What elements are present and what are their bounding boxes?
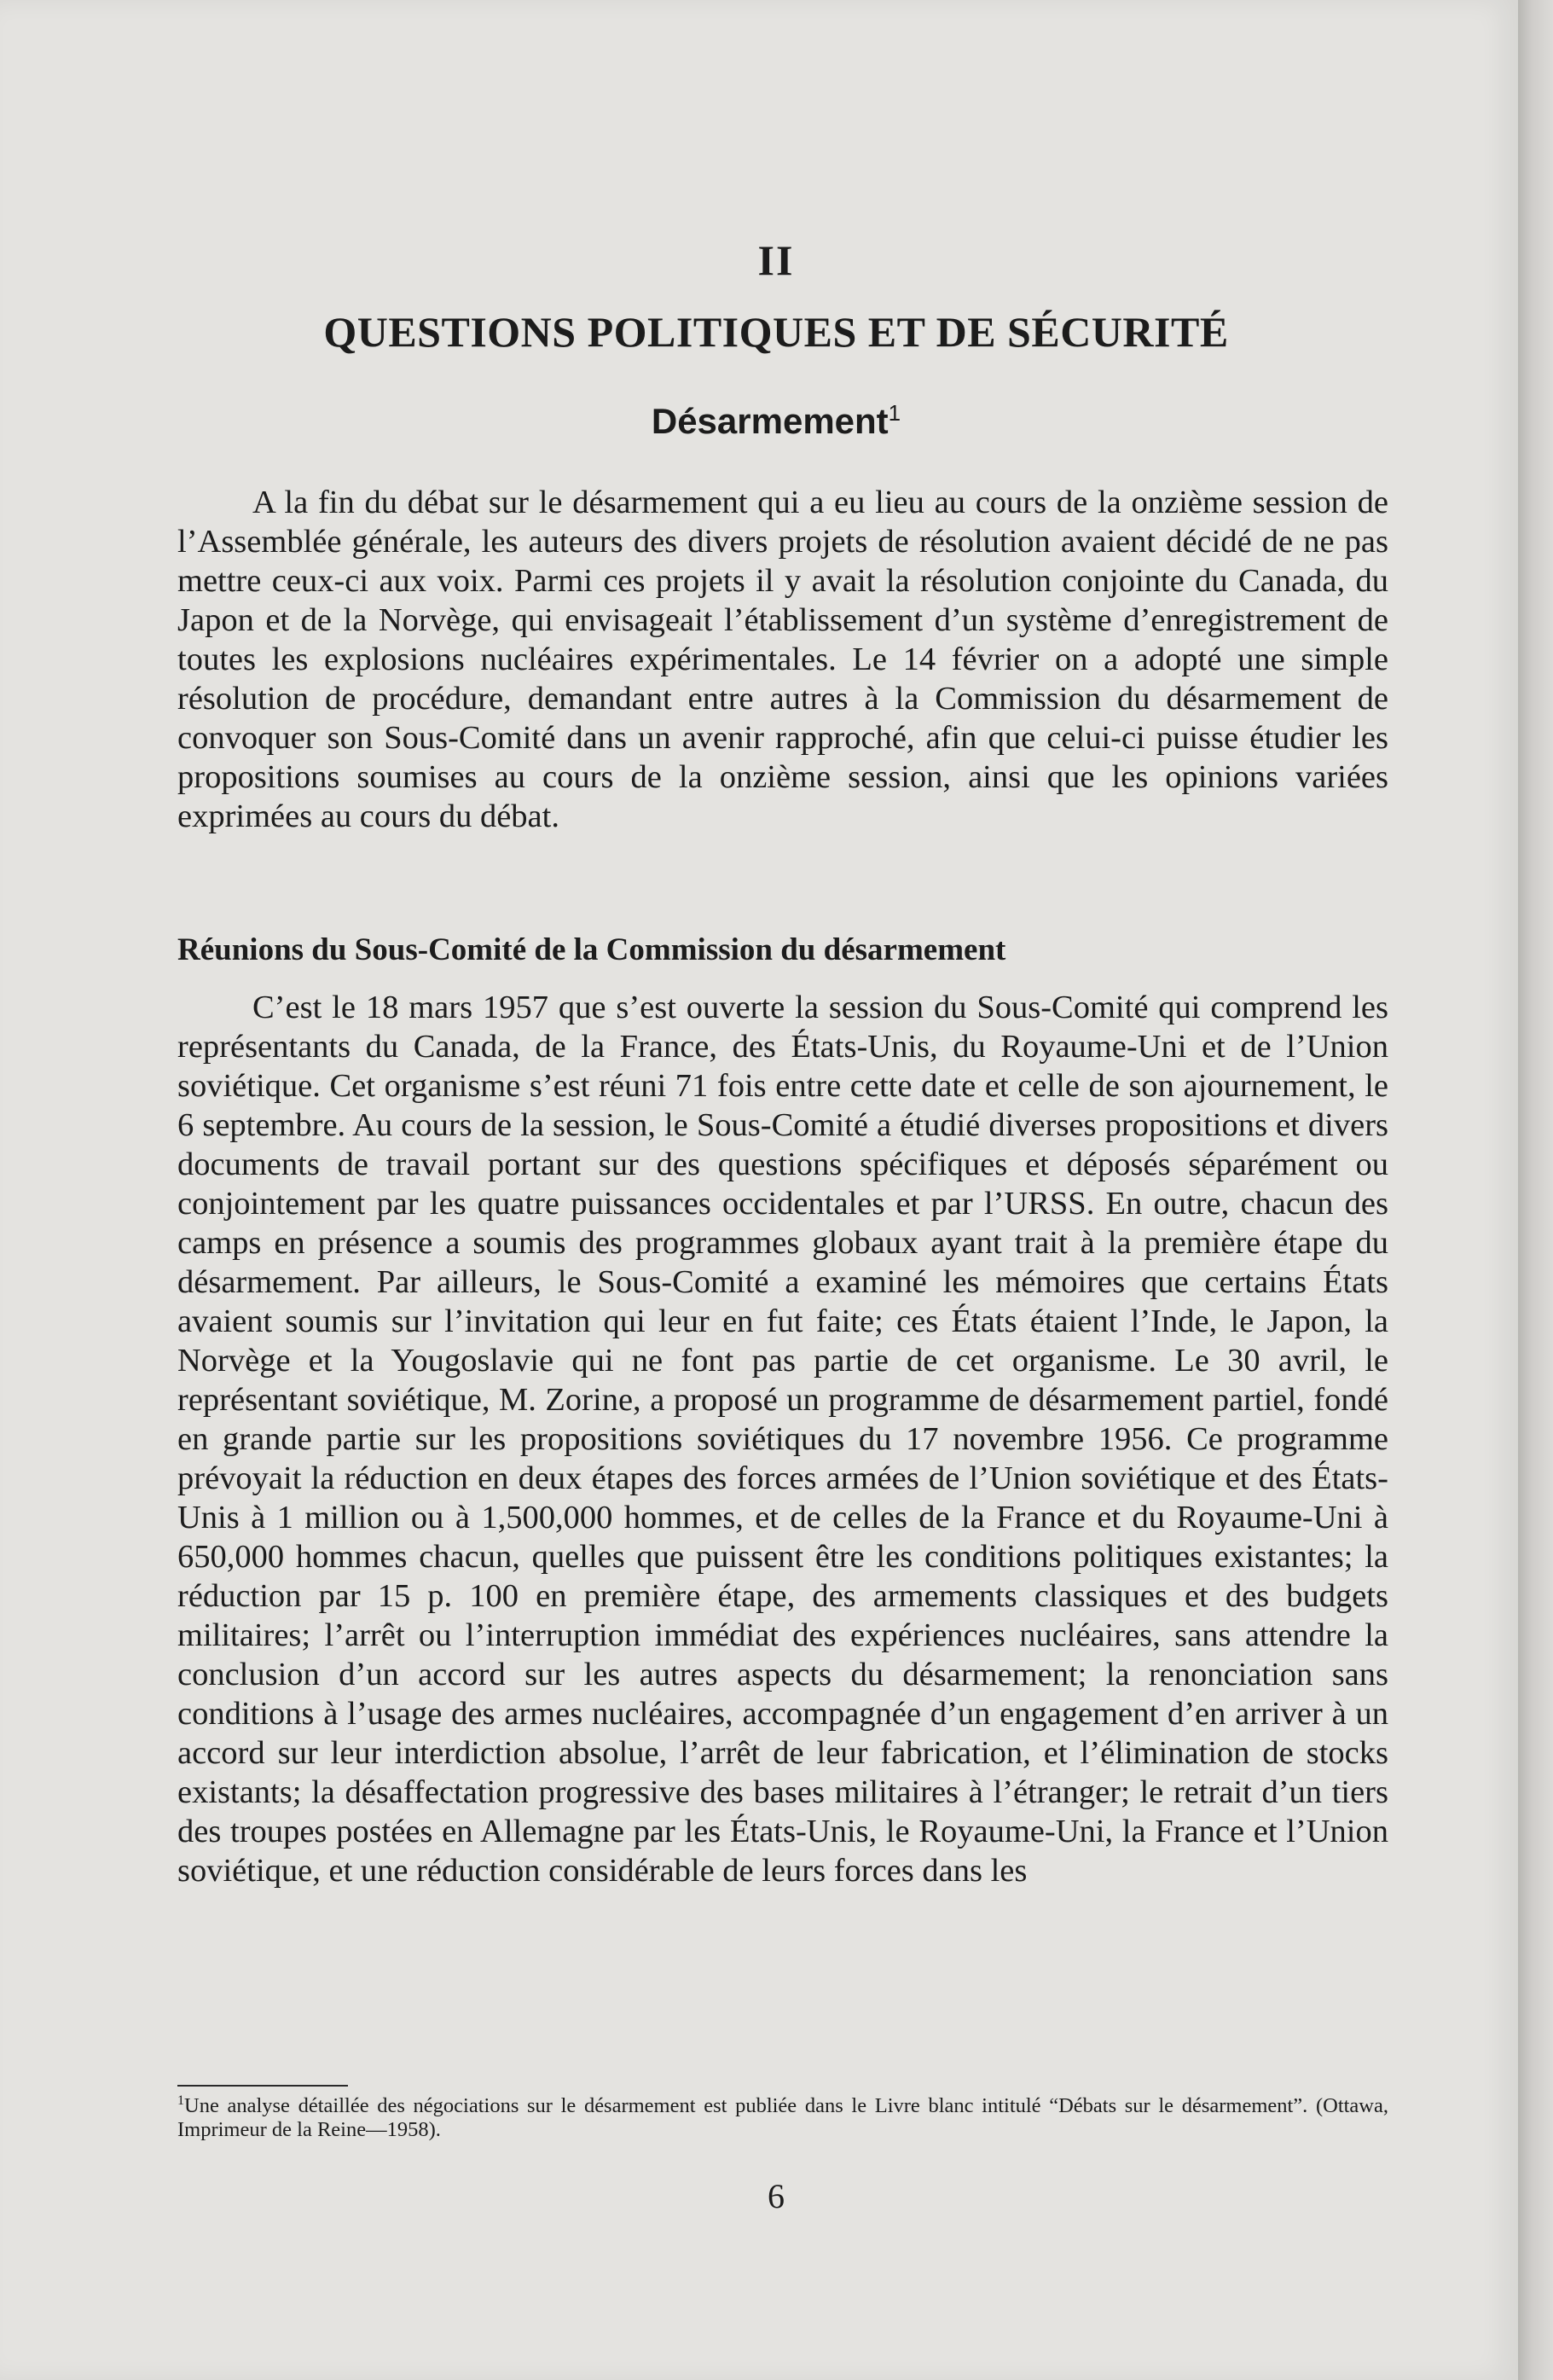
footnote-marker: 1	[177, 2093, 184, 2108]
footnote-divider	[177, 2085, 348, 2087]
section-title: QUESTIONS POLITIQUES ET DE SÉCURITÉ	[323, 308, 1229, 356]
paragraph-subcommittee: C’est le 18 mars 1957 que s’est ouverte la session du Sous-Comité qui comprend les représentants du Canada, de la France, des États-Unis, du Royaume-Uni et de l’Union soviétique. Cet organisme s’est réuni 71 fois entre cette date et celle de son ajournement, le 6 septembre. Au cours de la session, le Sous-Comité a étudié diverses propositions et divers documents de travail portant sur des questions spécifiques et déposés séparément ou conjointement par les quatre puissances occidentales et par l’URSS. En outre, chacun des camps en présence a soumis des programmes globaux ayant trait à la première étape du désarmement. Par ailleurs, le Sous-Comité a examiné les mémoires que certains États avaient soumis sur l’invitation qui leur en fut faite; ces États étaient l’Inde, le Japon, la Norvège et la Yougoslavie qui ne font pas partie de cet organisme. Le 30 avril, le représentant soviétique, M. Zorine, a proposé un programme de désarmement partiel, fondé en grande partie sur les propositions soviétiques du 17 novembre 1956. Ce programme prévoyait la réduction en deux étapes des forces armées de l’Union soviétique et des États-Unis à 1 million ou à 1,500,000 hommes, et de celles de la France et du Royaume-Uni à 650,000 hommes chacun, quelles que puissent être les conditions politiques existantes; la réduction par 15 p. 100 en première étape, des armements classiques et des budgets militaires; l’arrêt ou l’interruption immédiat des expériences nucléaires, sans attendre la conclusion d’un accord sur les autres aspects du désarmement; la renonciation sans conditions à l’usage des armes nucléaires, accompagnée d’un engagement d’en arriver à un accord sur leur interdiction absolue, l’arrêt de leur fabrication, et l’élimination de stocks existants; la désaffectation progressive des bases militaires à l’étranger; le retrait d’un tiers des troupes postées en Allemagne par les États-Unis, le Royaume-Uni, la France et l’Union soviétique, et une réduction considérable de leurs forces dans les	[177, 990, 1388, 1889]
footnote-text: Une analyse détaillée des négociations sur le désarmement est publiée dans le Livre blanc intitulé “Débats sur le désarmement”. (Ottawa, Imprimeur de la Reine—1958).	[177, 2094, 1388, 2141]
page-edge	[1518, 0, 1553, 2380]
subsection-title-text: Désarmement	[651, 401, 889, 441]
footnote-reference: 1	[888, 400, 901, 426]
footnote	[177, 2094, 1388, 2142]
subcommittee-heading: Réunions du Sous-Comité de la Commission du désarmement	[177, 932, 1006, 967]
page-number: 6	[768, 2177, 785, 2215]
subsection-title	[0, 401, 1552, 442]
paragraph-intro: A la fin du débat sur le désarmement qui a eu lieu au cours de la onzième session de l’Assemblée générale, les auteurs des divers projets de résolution avaient décidé de ne pas mettre ceux-ci aux voix. Parmi ces projets il y avait la résolution conjointe du Canada, du Japon et de la Norvège, qui envisageait l’établissement d’un système d’enregistrement de toutes les explosions nucléaires expérimentales. Le 14 février on a adopté une simple résolution de procédure, demandant entre autres à la Commission du désarmement de convoquer son Sous-Comité dans un avenir rapproché, afin que celui-ci puisse étudier les propositions soumises au cours de la onzième session, ainsi que les opinions variées exprimées au cours du débat.	[177, 485, 1388, 834]
chapter-number: II	[757, 236, 795, 284]
